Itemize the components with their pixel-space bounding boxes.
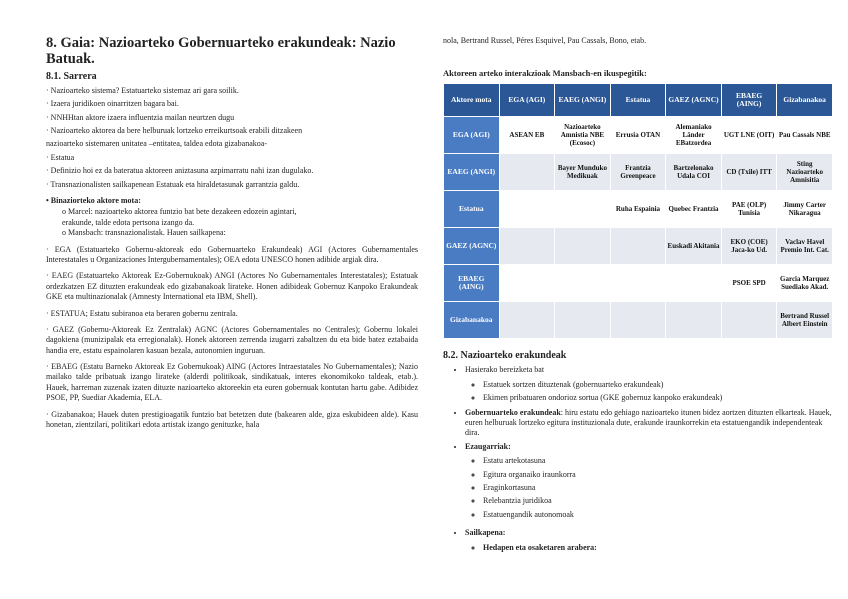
list-item: ◦ Estatuengandik autonomoak xyxy=(483,510,833,520)
list-item xyxy=(465,408,833,439)
table-cell: Jimmy Carter Nikaragua xyxy=(777,191,833,228)
paragraph: · Nazioarteko sistema? Estatuarteko sistemaz ari gara soilik. xyxy=(46,85,239,95)
table-cell: Euskadi Akitania xyxy=(666,228,722,265)
row-header: EAEG (ANGI) xyxy=(444,154,500,191)
table-cell xyxy=(666,302,722,339)
table-cell: CD (Txile) ITT xyxy=(721,154,777,191)
list-item: ◦ Egitura organaiko iraunkorra xyxy=(483,470,833,480)
list-item: ◦ Relebantzia juridikoa xyxy=(483,496,833,506)
table-cell xyxy=(610,228,666,265)
table-cell: Bertrand Russel Albert Einstein xyxy=(777,302,833,339)
row-header: Gizabanakoa xyxy=(444,302,500,339)
binary-line: o Marcel: nazioarteko aktorea funtzio bat bete dezakeen edozein agintari, xyxy=(62,207,297,217)
table-cell: Nazioarteko Amnistia NBE (Ecosoc) xyxy=(555,117,611,154)
column-header: Gizabanakoa xyxy=(777,84,833,117)
table-row xyxy=(444,228,833,265)
list-item: ◦ Hedapen eta osaketaren arabera: xyxy=(483,543,833,553)
column-header: Estatua xyxy=(610,84,666,117)
paragraph: nazioarteko sistemaren unitatea –entitatea, taldea edota gizabanakoa- xyxy=(46,139,267,149)
table-cell: Frantzia Greenpeace xyxy=(610,154,666,191)
bullet-list xyxy=(443,365,833,375)
binary-title: • Binaziorteko aktore mota: xyxy=(46,196,141,205)
actor-type-paragraph: · ESTATUA; Estatu subiranoa eta beraren gobernu zentrala. xyxy=(46,308,238,318)
table-cell xyxy=(499,228,555,265)
continuation-text: nola, Bertrand Russel, Péres Esquivel, Pau Cassals, Bono, etab. xyxy=(443,36,647,45)
table-cell xyxy=(555,191,611,228)
table-cell xyxy=(499,302,555,339)
table-cell xyxy=(721,302,777,339)
column-header: EGA (AGI) xyxy=(499,84,555,117)
sub-bullet-list xyxy=(443,456,833,520)
list-item: ◦ Estatuek sortzen dituztenak (gobernuarteko erakundeak) xyxy=(483,380,833,390)
section-heading-8-2: 8.2. Nazioarteko erakundeak xyxy=(443,350,567,362)
table-row xyxy=(444,265,833,302)
paragraph: · Nazioarteko aktorea da bere helburuak lortzeko erreikurtsoak erabili ditzakeen xyxy=(46,126,303,136)
definition: : hiru estatu edo gehiago nazioarteko itunen bidez aortzen dituzten elkarteak. Hauek, euren helburuak lortzeko egitura instituzionala dute, erakunde iraunkorrekin eta estatuengandik independenteak dira. xyxy=(465,407,832,438)
sub-bullet-list xyxy=(443,380,833,404)
actor-type-paragraph: · EBAEG (Estatu Barneko Aktoreak Ez Gobernukoak) AING (Actores Intraestatales No Gubernamentales); Nazio mailako talde pribatuak izango lirateke (alderdi politikoak, sindikatuak, interes ekonomikoko taldeak, etab.). Hauek, harreman zuzenak izaten dituzte nazioarteko aktoreekin eta euren gobernuak kontutan hartu gabe. Adibidez PSOE, PP, Suediar Akademia, ELA. xyxy=(46,362,418,403)
column-header: EBAEG (AING) xyxy=(721,84,777,117)
table-header-row xyxy=(444,84,833,117)
table-cell: Bayer Munduko Medikuak xyxy=(555,154,611,191)
list-item: • Sailkapena: xyxy=(465,528,833,538)
table-row xyxy=(444,191,833,228)
table-cell xyxy=(610,302,666,339)
table-cell: Pau Cassals NBE xyxy=(777,117,833,154)
binary-line: o Mansbach: transnazionalistak. Hauen sailkapena: xyxy=(62,228,226,238)
sub-bullet-list xyxy=(443,543,833,553)
table-cell: Sting Nazioarteko Amnisitia xyxy=(777,154,833,191)
list-item: ◦ Eraginkortasuna xyxy=(483,483,833,493)
actor-type-paragraph: · EAEG (Estatuarteko Aktoreak Ez-Gobernukoak) ANGI (Actores No Gubernamentales Interestatales); Estatuak ordezkatzen EZ dituzten erakundeak edo gizabanakoak lirateke. Honen adibideak Gobernuz Kanpoko Erakundeak GKE eta multinazionalak (Amnesty International eta IBM, Shell). xyxy=(46,271,418,302)
list-item: • Ezaugarriak: xyxy=(465,442,833,452)
paragraph: · Izaera juridikoen oinarritzen bagara bai. xyxy=(46,99,179,109)
table-cell: EKO (COE) Jaca-ko Ud. xyxy=(721,228,777,265)
table-cell: Alemaniako Länder EBatzordea xyxy=(666,117,722,154)
table-cell: Errusia OTAN xyxy=(610,117,666,154)
bullet-list xyxy=(443,408,833,453)
paragraph: · NNHHtan aktore izaera influentzia mailan neurtzen dugu xyxy=(46,112,235,122)
table-cell xyxy=(499,265,555,302)
actor-type-paragraph: · Gizabanakoa; Hauek duten prestigioagatik funtzio bat betetzen dute (bakearen alde, giza eskubideen alde). Kasu honetan, zientzilari, politikari edota artistak izango genituzke, hala xyxy=(46,409,418,430)
table-cell xyxy=(555,228,611,265)
column-header: GAEZ (AGNC) xyxy=(666,84,722,117)
table-cell: Vaclav Havel Premio Int. Cat. xyxy=(777,228,833,265)
table-cell xyxy=(499,191,555,228)
section-heading-8-1: 8.1. Sarrera xyxy=(46,70,97,82)
table-row xyxy=(444,154,833,191)
actor-type-paragraph: · GAEZ (Gobernu-Aktoreak Ez Zentralak) AGNC (Actores Gobernamentales no Centrales); Gobernu lokalei dagokiena (munizipalak eta erregionalak). Honek aktoreen zerrenda izugarri zabaltzen du eta bide batez eztabaida handia ere, estatu espainolaren kasuan bezala, autonomien inguruan. xyxy=(46,324,418,355)
binary-line: erakunde, talde edota pertsona izango da. xyxy=(62,217,195,227)
list-item: ◦ Estatu artekotasuna xyxy=(483,456,833,466)
interaction-matrix-table xyxy=(443,83,833,339)
paragraph: · Estatua xyxy=(46,152,75,162)
right-column xyxy=(443,36,833,557)
table-cell xyxy=(499,154,555,191)
table-cell: PAE (OLP) Tunisia xyxy=(721,191,777,228)
row-header: Estatua xyxy=(444,191,500,228)
table-cell: Ruha Espainia xyxy=(610,191,666,228)
term: Gobernuarteko erakundeak xyxy=(465,407,561,417)
table-cell xyxy=(610,265,666,302)
table-cell: Quebec Frantzia xyxy=(666,191,722,228)
table-row xyxy=(444,302,833,339)
table-title: Aktoreen arteko interakzioak Mansbach-en ikuspegitik: xyxy=(443,68,647,79)
chapter-heading: 8. Gaia: Nazioarteko Gobernuarteko erakundeak: Nazio Batuak. xyxy=(46,35,396,67)
bullet-list xyxy=(443,528,833,538)
paragraph: · Transnazionalisten sailkapenean Estatuak eta hiraldetasunak garrantzia galdu. xyxy=(46,179,300,189)
table-row xyxy=(444,117,833,154)
column-header: EAEG (ANGI) xyxy=(555,84,611,117)
row-header: EGA (AGI) xyxy=(444,117,500,154)
table-cell: Bartzelonako Udala COI xyxy=(666,154,722,191)
actor-type-paragraph: · EGA (Estatuarteko Gobernu-aktoreak edo Gobernuarteko Erakundeak) AGI (Actores Gubernamentales Interestatales u Organizaciones Intergubernamentales); OEA edota UNESCO honen adibide argiak dira. xyxy=(46,244,418,264)
table-cell xyxy=(555,265,611,302)
list-item: ◦ Ekimen pribatuaren ondorioz sortua (GKE gobernuz kanpoko erakundeak) xyxy=(483,393,833,403)
list-item: • Hasierako bereizketa bat xyxy=(465,365,833,375)
column-header: Aktore mota xyxy=(444,84,500,117)
table-cell: UGT LNE (OIT) xyxy=(721,117,777,154)
paragraph: · Definizio hoi ez da bateratua aktoreen aniztasuna azpimarratu nahi izan dugulako. xyxy=(46,166,314,176)
table-cell xyxy=(666,265,722,302)
left-column xyxy=(46,36,418,436)
row-header: GAEZ (AGNC) xyxy=(444,228,500,265)
row-header: EBAEG (AING) xyxy=(444,265,500,302)
table-cell: ASEAN EB xyxy=(499,117,555,154)
table-cell: Garcia Marquez Suediako Akad. xyxy=(777,265,833,302)
table-cell: PSOE SPD xyxy=(721,265,777,302)
table-cell xyxy=(555,302,611,339)
